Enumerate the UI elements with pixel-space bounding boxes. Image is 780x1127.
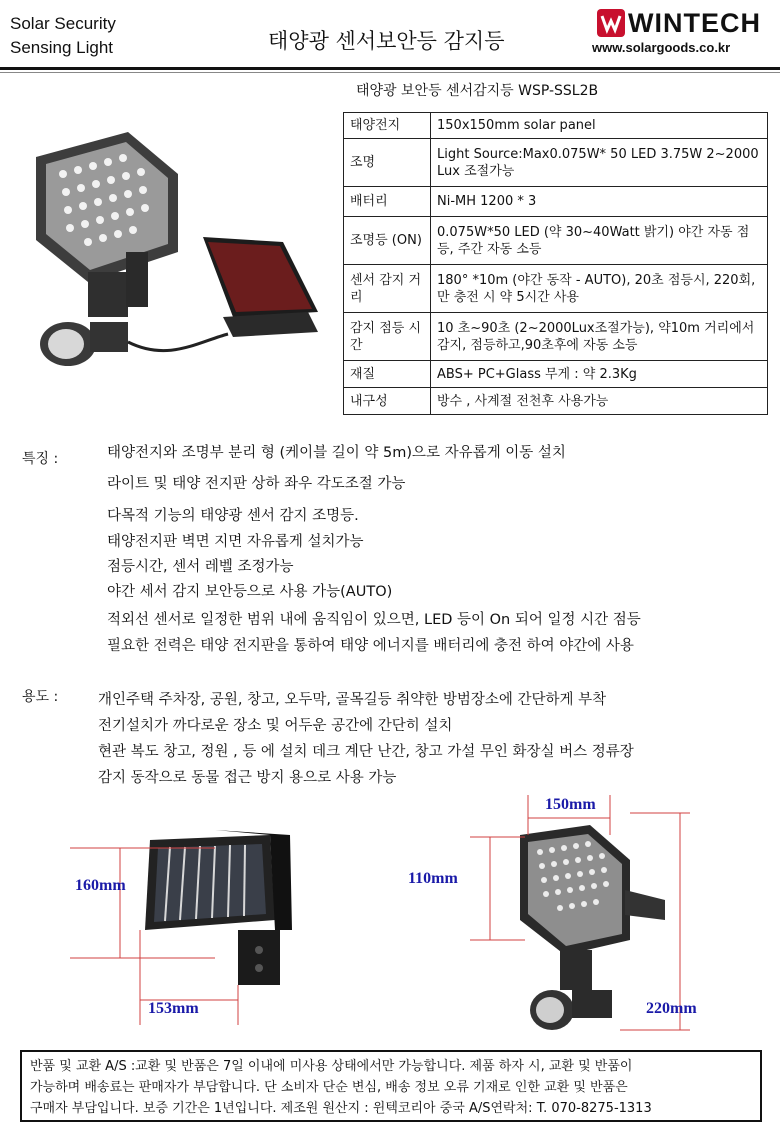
table-row — [344, 313, 768, 361]
spec-value: Light Source:Max0.075W* 50 LED 3.75W 2~2000 Lux 조절가능 — [431, 139, 768, 187]
policy-line: 구매자 부담입니다. 보증 기간은 1년입니다. 제조원 원산지 : 윈텍코리아 중국 A/S연락처: T. 070-8275-1313 — [30, 1101, 652, 1116]
spec-value: 방수 , 사계절 전천후 사용가능 — [431, 388, 768, 415]
korean-title: 태양광 센서보안등 감지등 — [268, 29, 505, 53]
usage-line: 개인주택 주차장, 공원, 창고, 오두막, 골목길등 취약한 방범장소에 간단하게 부착 — [98, 692, 607, 708]
feature-line: 태양전지와 조명부 분리 형 (케이블 길이 약 5m)으로 자유롭게 이동 설치 — [107, 445, 566, 461]
english-title-line2: Sensing Light — [10, 38, 114, 57]
feature-line: 태양전지판 벽면 지면 자유롭게 설치가능 — [107, 534, 364, 550]
total-height-dimension: 220mm — [646, 1000, 697, 1017]
usage-line: 감지 동작으로 동물 접근 방지 용으로 사용 가능 — [98, 770, 397, 786]
feature-line: 점등시간, 센서 레벨 조정가능 — [107, 559, 294, 575]
spec-key: 조명 — [344, 139, 431, 187]
features-label: 특징 : — [22, 451, 59, 467]
spec-key: 조명등 (ON) — [344, 217, 431, 265]
table-row — [344, 361, 768, 388]
panel-height-dimension: 160mm — [75, 877, 126, 894]
header-divider-thin — [0, 72, 780, 73]
solar-panel-drawing — [145, 830, 292, 985]
product-title: 태양광 보안등 센서감지등 WSP-SSL2B — [356, 83, 599, 99]
feature-line: 라이트 및 태양 전지판 상하 좌우 각도조절 가능 — [107, 476, 406, 492]
table-row — [344, 139, 768, 187]
spec-value: ABS+ PC+Glass 무게 : 약 2.3Kg — [431, 361, 768, 388]
spec-key: 태양전지 — [344, 113, 431, 139]
english-title — [10, 12, 116, 60]
table-row — [344, 265, 768, 313]
feature-line: 야간 세서 감지 보안등으로 사용 가능(AUTO) — [107, 584, 393, 600]
light-height-dimension: 110mm — [408, 870, 458, 887]
spec-key: 센서 감지 거리 — [344, 265, 431, 313]
spec-value: Ni-MH 1200 * 3 — [431, 187, 768, 217]
table-row — [344, 113, 768, 139]
spec-key: 재질 — [344, 361, 431, 388]
table-row — [344, 388, 768, 415]
feature-line: 필요한 전력은 태양 전지판을 통하여 태양 에너지를 배터리에 충전 하여 야간에 사용 — [107, 638, 634, 654]
spec-value: 180° *10m (야간 동작 - AUTO), 20초 점등시, 220회,만 충전 시 약 5시간 사용 — [431, 265, 768, 313]
usage-label: 용도 : — [22, 689, 59, 705]
spec-key: 배터리 — [344, 187, 431, 217]
light-width-dimension: 150mm — [545, 796, 596, 813]
english-title-line1: Solar Security — [10, 14, 116, 33]
table-row — [344, 187, 768, 217]
logo-url: www.solargoods.co.kr — [592, 40, 731, 55]
feature-line: 적외선 센서로 일정한 범위 내에 움직임이 있으면, LED 등이 On 되어 일정 시간 점등 — [107, 612, 641, 628]
lamp-drawing — [520, 825, 665, 1030]
logo-wordmark: WINTECH — [628, 8, 761, 38]
policy-line: 반품 및 교환 A/S :교환 및 반품은 7일 이내에 미사용 상태에서만 가능합니다. 제품 하자 시, 교환 및 반품이 — [30, 1059, 633, 1074]
header-divider — [0, 67, 780, 70]
policy-line: 가능하며 배송료는 판매자가 부담합니다. 단 소비자 단순 변심, 배송 정보 오류 기재로 인한 교환 및 반품은 — [30, 1080, 628, 1095]
product-photo-illustration — [18, 112, 338, 377]
spec-table — [343, 112, 768, 415]
usage-line: 현관 복도 창고, 정원 , 등 에 설치 데크 계단 난간, 창고 가설 무인 화장실 버스 정류장 — [98, 744, 634, 760]
wintech-logo-icon — [597, 9, 625, 37]
spec-value: 10 초~90초 (2~2000Lux조절가능), 약10m 거리에서 감지, 점등하고,90초후에 자동 소등 — [431, 313, 768, 361]
table-row — [344, 217, 768, 265]
spec-key: 내구성 — [344, 388, 431, 415]
panel-width-dimension: 153mm — [148, 1000, 199, 1017]
spec-value: 150x150mm solar panel — [431, 113, 768, 139]
usage-line: 전기설치가 까다로운 장소 및 어두운 공간에 간단히 설치 — [98, 718, 453, 734]
spec-value: 0.075W*50 LED (약 30~40Watt 밝기) 야간 자동 점등, 주간 자동 소등 — [431, 217, 768, 265]
spec-key: 감지 점등 시간 — [344, 313, 431, 361]
feature-line: 다목적 기능의 태양광 센서 감지 조명등. — [107, 508, 359, 524]
return-policy-box — [20, 1050, 762, 1122]
